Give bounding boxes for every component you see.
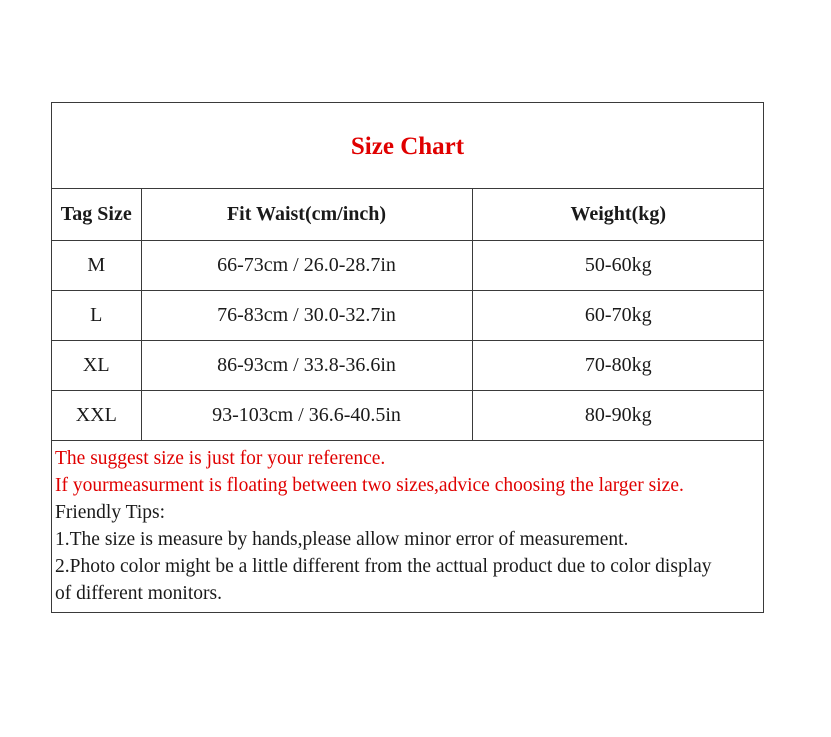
- table-row: [52, 390, 764, 440]
- cell-weight: 60-70kg: [472, 290, 764, 340]
- sizing-advice-note: If yourmeasurment is floating between two sizes,advice choosing the larger size.: [55, 474, 684, 496]
- header-fit-waist: Fit Waist(cm/inch): [141, 189, 472, 240]
- cell-fit-waist: 93-103cm / 36.6-40.5in: [141, 390, 472, 440]
- tips-title: Friendly Tips:: [55, 501, 166, 523]
- cell-tag-size: XL: [52, 340, 141, 390]
- tip-item: 1.The size is measure by hands,please allow minor error of measurement.: [55, 528, 629, 550]
- cell-tag-size: L: [52, 290, 141, 340]
- cell-weight: 70-80kg: [472, 340, 764, 390]
- cell-fit-waist: 86-93cm / 33.8-36.6in: [141, 340, 472, 390]
- chart-title: Size Chart: [350, 132, 465, 160]
- table-row: [52, 340, 764, 390]
- title-row: [52, 103, 763, 189]
- table-row: [52, 240, 764, 290]
- header-weight: Weight(kg): [472, 189, 764, 240]
- tip-item: 2.Photo color might be a little different from the acttual product due to color display: [55, 555, 712, 577]
- table-header-row: [52, 189, 764, 240]
- cell-fit-waist: 76-83cm / 30.0-32.7in: [141, 290, 472, 340]
- notes-section: [52, 441, 763, 612]
- reference-note: The suggest size is just for your reference.: [55, 447, 386, 469]
- size-chart: [51, 102, 764, 613]
- cell-weight: 80-90kg: [472, 390, 764, 440]
- header-tag-size: Tag Size: [52, 189, 141, 240]
- cell-weight: 50-60kg: [472, 240, 764, 290]
- cell-tag-size: M: [52, 240, 141, 290]
- table-row: [52, 290, 764, 340]
- size-table: [52, 189, 764, 441]
- tip-item-continuation: of different monitors.: [55, 582, 222, 604]
- cell-fit-waist: 66-73cm / 26.0-28.7in: [141, 240, 472, 290]
- cell-tag-size: XXL: [52, 390, 141, 440]
